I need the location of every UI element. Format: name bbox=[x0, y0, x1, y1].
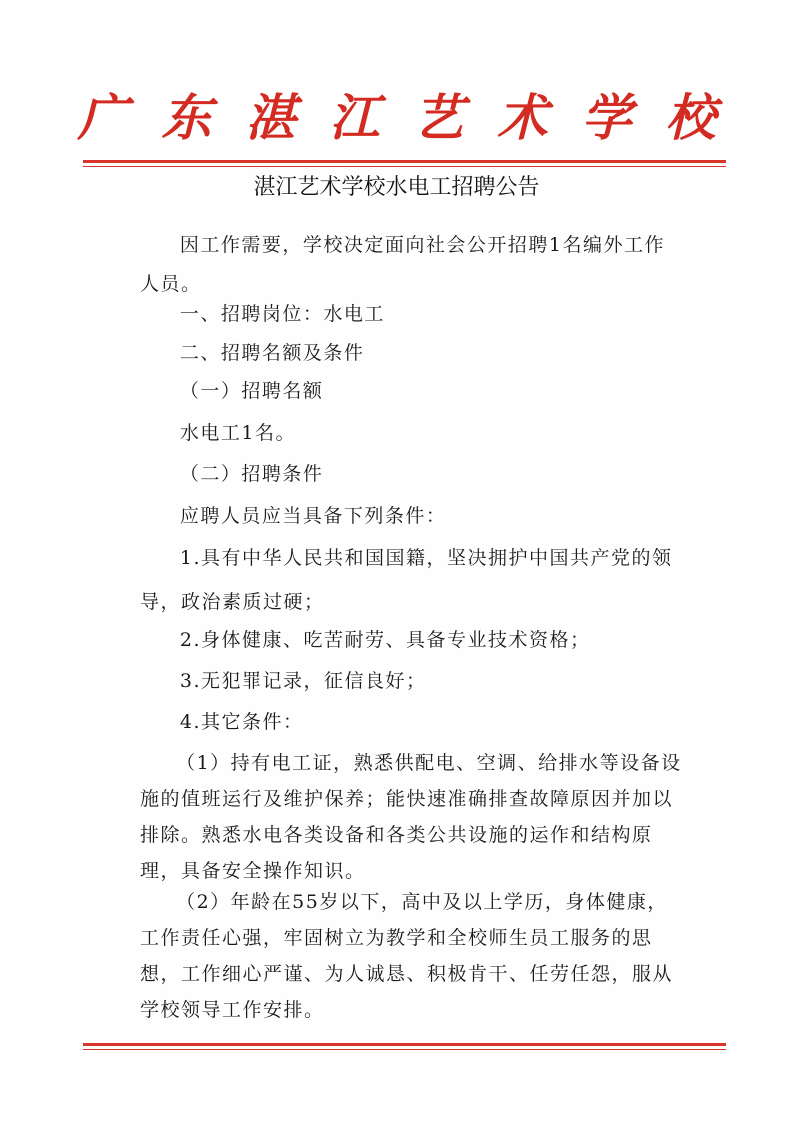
other-condition-2: （2）年龄在55岁以下，高中及以上学历，身体健康，工作责任心强，牢固树立为教学和全校师生员工服务的思想，工作细心严谨、为人诚恳、积极肯干、任劳任怨，服从学校领导工作安排。 bbox=[140, 891, 674, 1021]
footer-divider bbox=[83, 1043, 726, 1050]
subsection-quota-title: （一）招聘名额 bbox=[179, 380, 324, 402]
other-condition-1: （1）持有电工证，熟悉供配电、空调、给排水等设备设施的值班运行及维护保养；能快速准确排查故障原因并加以排除。熟悉水电各类设备和各类公共设施的运作和结构原理，具备安全操作知识。 bbox=[140, 752, 682, 882]
requirement-3: 3.无犯罪记录，征信良好； bbox=[179, 670, 427, 692]
letterhead-divider bbox=[83, 160, 726, 167]
section-quota-conditions: 二、招聘名额及条件 bbox=[179, 342, 365, 364]
school-letterhead: 广东湛江艺术学校 bbox=[77, 88, 750, 147]
subsection-conditions-title: （二）招聘条件 bbox=[179, 463, 324, 485]
requirement-1: 1.具有中华人民共和国国籍，坚决拥护中国共产党的领导，政治素质过硬； bbox=[140, 547, 673, 613]
intro-paragraph: 因工作需要，学校决定面向社会公开招聘1名编外工作人员。 bbox=[140, 234, 665, 295]
requirement-4: 4.其它条件： bbox=[179, 711, 304, 733]
requirements-intro: 应聘人员应当具备下列条件： bbox=[179, 505, 447, 527]
requirement-2: 2.身体健康、吃苦耐劳、具备专业技术资格； bbox=[179, 629, 591, 651]
section-post: 一、招聘岗位：水电工 bbox=[179, 303, 385, 325]
notice-title: 湛江艺术学校水电工招聘公告 bbox=[253, 175, 540, 200]
subsection-quota-body: 水电工1名。 bbox=[179, 422, 296, 444]
